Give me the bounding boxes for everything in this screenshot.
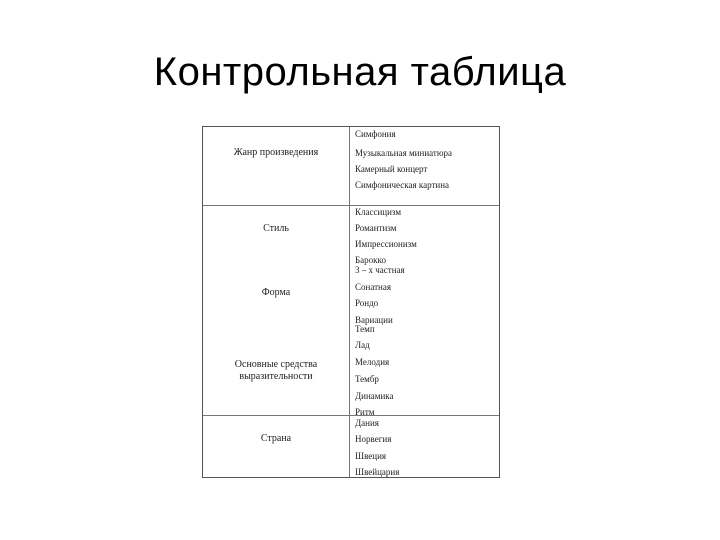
table-item: Вариации [355, 315, 393, 325]
category-genre: Жанр произведения [233, 147, 319, 158]
control-table [202, 126, 500, 478]
table-item: Мелодия [355, 357, 390, 367]
row-divider [203, 415, 499, 416]
table-item: Классицизм [355, 207, 402, 217]
column-divider [349, 127, 350, 477]
table-item: Импрессионизм [355, 239, 417, 249]
category-expressive-means: Основные средства выразительности [234, 359, 318, 382]
table-item: Лад [355, 340, 370, 350]
table-item: Тембр [355, 374, 379, 384]
table-item: Норвегия [355, 434, 392, 444]
table-item: Музыкальная миниатюра [355, 148, 453, 158]
table-item: Романтизм [355, 223, 397, 233]
table-item: Темп [355, 324, 375, 334]
table-item: Дания [355, 418, 379, 428]
category-country: Страна [260, 433, 292, 444]
table-item: Сонатная [355, 282, 391, 292]
slide-title: Контрольная таблица [153, 50, 567, 94]
table-item: Швейцария [355, 467, 400, 477]
table-item: Симфоническая картина [355, 180, 450, 190]
table-item: Швеция [355, 451, 387, 461]
table-item: Динамика [355, 391, 394, 401]
table-item: Симфония [355, 129, 396, 139]
table-item: Рондо [355, 298, 379, 308]
category-form: Форма [261, 287, 291, 298]
category-style: Стиль [263, 223, 289, 234]
table-item: Барокко [355, 255, 386, 265]
table-item: Камерный концерт [355, 164, 428, 174]
table-item: Ритм [355, 407, 375, 417]
row-divider [203, 205, 499, 206]
table-item: 3 – х частная [355, 265, 405, 275]
